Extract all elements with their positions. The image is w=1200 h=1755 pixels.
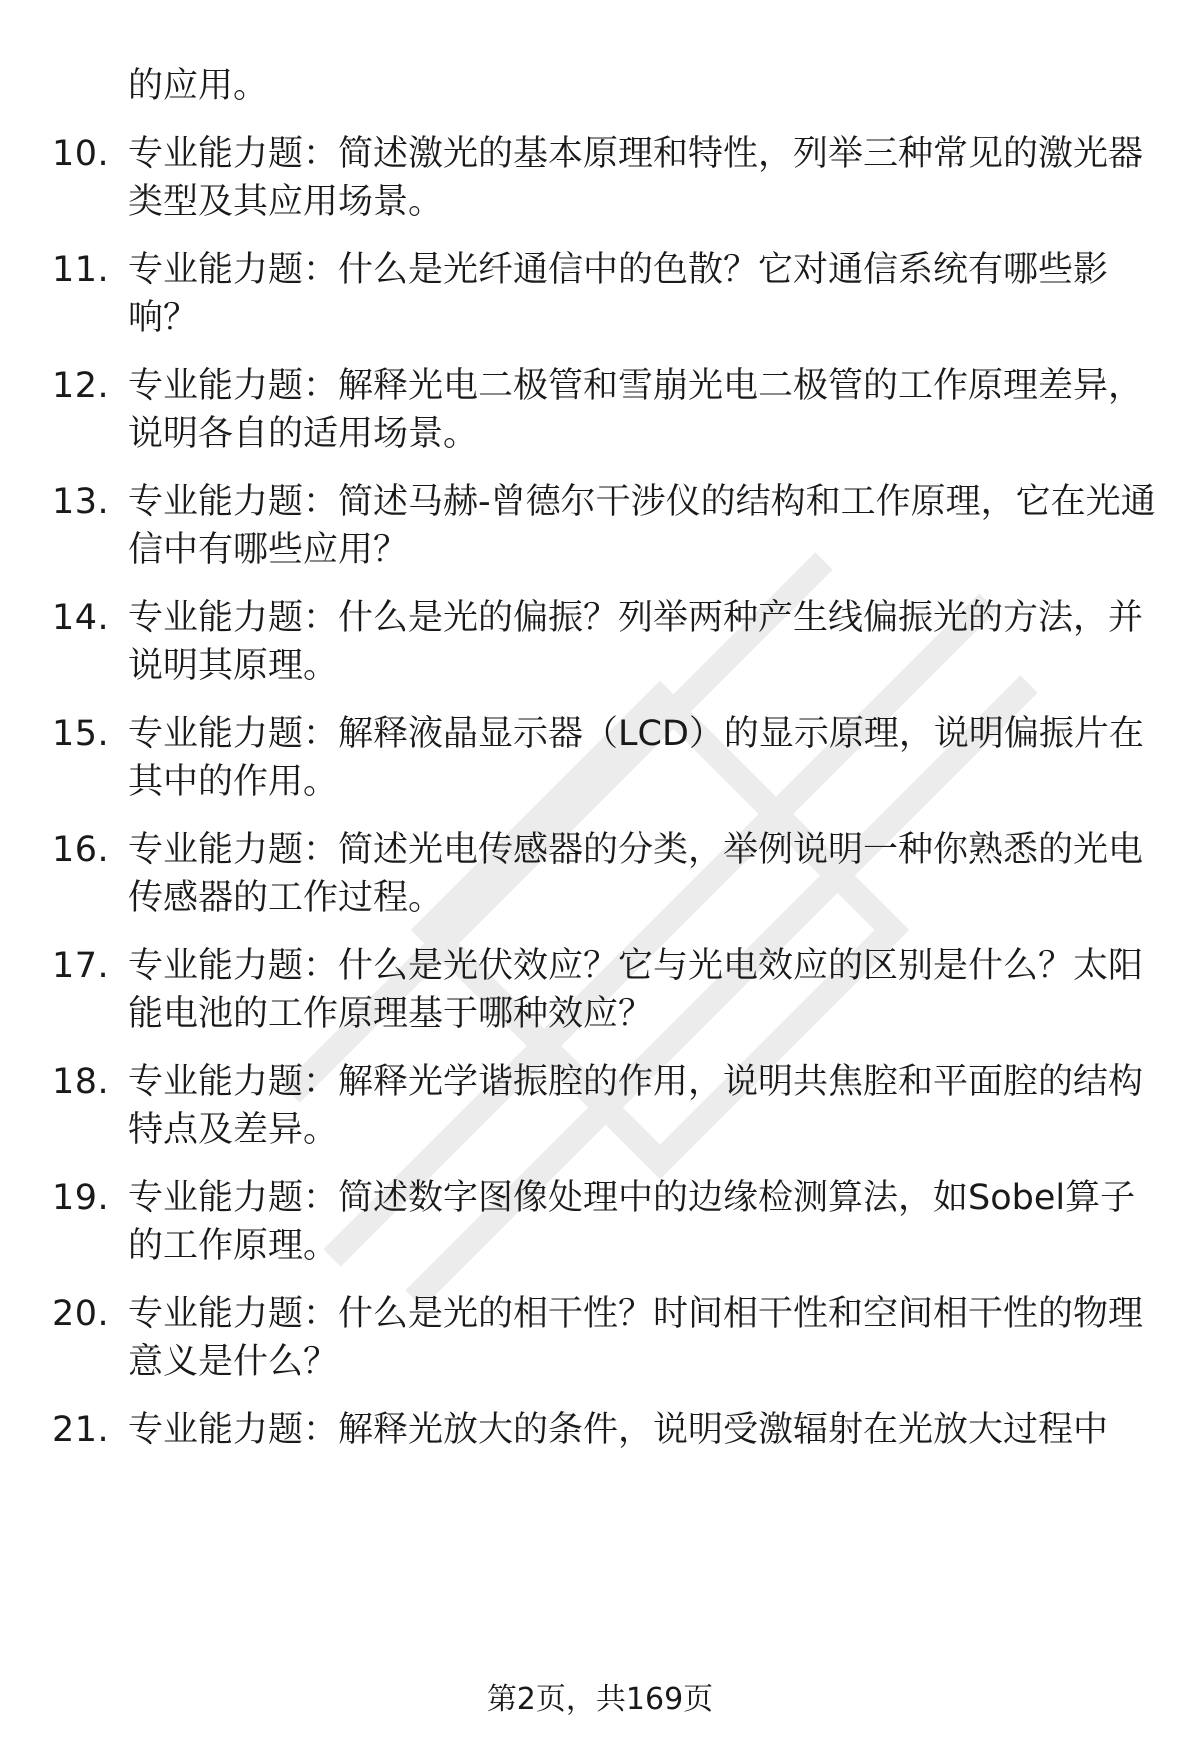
question-number: 15. bbox=[52, 714, 110, 754]
question-item bbox=[0, 1174, 1200, 1274]
question-text: 专业能力题：简述数字图像处理中的边缘检测算法，如Sobel算子的工作原理。 bbox=[128, 1178, 1136, 1266]
question-number: 10. bbox=[52, 134, 110, 174]
question-text: 专业能力题：什么是光的相干性？时间相干性和空间相干性的物理意义是什么？ bbox=[128, 1294, 1144, 1382]
question-number: 16. bbox=[52, 830, 110, 870]
question-text: 专业能力题：简述激光的基本原理和特性，列举三种常见的激光器类型及其应用场景。 bbox=[128, 134, 1144, 222]
question-number: 19. bbox=[52, 1178, 110, 1218]
question-item bbox=[0, 478, 1200, 578]
question-text: 专业能力题：简述马赫-曾德尔干涉仪的结构和工作原理，它在光通信中有哪些应用？ bbox=[128, 482, 1156, 570]
question-text: 专业能力题：解释光放大的条件，说明受激辐射在光放大过程中 bbox=[128, 1410, 1109, 1450]
continued-text: 的应用。 bbox=[128, 66, 269, 106]
question-number: 20. bbox=[52, 1294, 110, 1334]
question-number: 17. bbox=[52, 946, 110, 986]
question-number: 11. bbox=[52, 250, 110, 290]
page-footer: 第2页，共169页 bbox=[486, 1682, 714, 1717]
question-number: 14. bbox=[52, 598, 110, 638]
question-item bbox=[0, 826, 1200, 926]
question-text: 专业能力题：解释液晶显示器（LCD）的显示原理，说明偏振片在其中的作用。 bbox=[128, 714, 1144, 802]
question-item bbox=[0, 1290, 1200, 1390]
question-text: 专业能力题：解释光学谐振腔的作用，说明共焦腔和平面腔的结构特点及差异。 bbox=[128, 1062, 1144, 1150]
question-number: 12. bbox=[52, 366, 110, 406]
question-text: 专业能力题：简述光电传感器的分类，举例说明一种你熟悉的光电传感器的工作过程。 bbox=[128, 830, 1144, 918]
question-number: 13. bbox=[52, 482, 110, 522]
question-item bbox=[0, 594, 1200, 694]
question-item bbox=[0, 246, 1200, 346]
question-text: 专业能力题：解释光电二极管和雪崩光电二极管的工作原理差异，说明各自的适用场景。 bbox=[128, 366, 1144, 454]
question-item bbox=[0, 942, 1200, 1042]
question-item bbox=[0, 130, 1200, 230]
question-number: 21. bbox=[52, 1410, 110, 1450]
question-item bbox=[0, 1406, 1200, 1506]
question-item bbox=[0, 1058, 1200, 1158]
question-text: 专业能力题：什么是光的偏振？列举两种产生线偏振光的方法，并说明其原理。 bbox=[128, 598, 1144, 686]
question-text: 专业能力题：什么是光伏效应？它与光电效应的区别是什么？太阳能电池的工作原理基于哪种效应？ bbox=[128, 946, 1144, 1034]
question-item bbox=[0, 710, 1200, 810]
question-number: 18. bbox=[52, 1062, 110, 1102]
question-item bbox=[0, 362, 1200, 462]
question-text: 专业能力题：什么是光纤通信中的色散？它对通信系统有哪些影响？ bbox=[128, 250, 1109, 338]
